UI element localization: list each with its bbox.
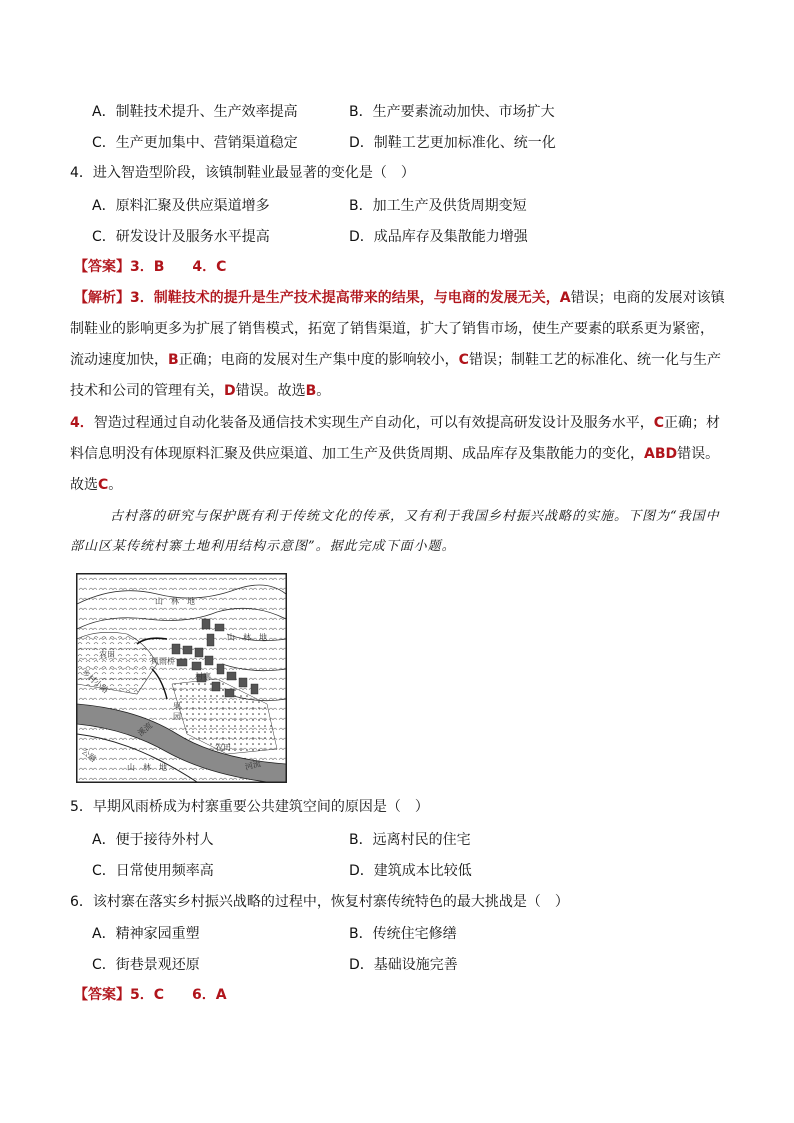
map-label-forest-bottom: 山 林 地: [127, 763, 167, 772]
analysis-3-line-4: [70, 381, 330, 401]
q4-option-c: C．研发设计及服务水平提高: [92, 229, 270, 245]
analysis-3-text-4c: 错误。故选: [235, 383, 306, 399]
q3-option-a: A．制鞋技术提升、生产效率提高: [92, 104, 298, 120]
q5-option-d: D．建筑成本比较低: [349, 863, 472, 879]
analysis-4-option-c: C: [653, 415, 665, 431]
analysis-4-text-2a: 料信息明没有体现原料汇聚及供应渠道、加工生产及供货周期、成品库存及集散能力的变化，: [70, 446, 644, 462]
analysis-3-text-1b: 错误；电商的发展对该镇: [570, 290, 725, 306]
q4-option-a: A．原料汇聚及供应渠道增多: [92, 198, 270, 214]
q4-option-b: B．加工生产及供货周期变短: [349, 198, 527, 214]
analysis-4-text-3a: 故选: [70, 477, 98, 493]
analysis-3-option-d: D: [224, 383, 236, 399]
q5-option-c: C．日常使用频率高: [92, 863, 214, 879]
answer-value-2: 5．C 6．A: [130, 987, 227, 1003]
analysis-3-text-3c: 正确；电商的发展对生产集中度的影响较小，: [178, 352, 459, 368]
analysis-3-answer-b: B: [305, 383, 317, 399]
analysis-4-text-1a: 智造过程通过自动化装备及通信技术实现生产自动化，可以有效提高研发设计及服务水平，: [93, 415, 654, 431]
analysis-3-text-4e: 。: [316, 383, 331, 399]
analysis-3-text-3a: 流动速度加快，: [70, 352, 168, 368]
map-label-farmland-right: 农田: [215, 743, 231, 752]
analysis-4-line-1: [70, 413, 720, 433]
analysis-4-options-abd: ABD: [644, 446, 678, 462]
analysis-3-option-c: C: [458, 352, 469, 368]
map-label-bridge: 风雨桥: [151, 657, 175, 666]
q3-option-d: D．制鞋工艺更加标准化、统一化: [349, 135, 556, 151]
analysis-4-line-2: [70, 444, 719, 464]
q5-option-a: A．便于接待外村人: [92, 832, 214, 848]
q6-stem: 6．该村寨在落实乡村振兴战略的过程中，恢复村寨传统特色的最大挑战是（ ）: [70, 894, 569, 910]
answer-block-2: [74, 985, 227, 1005]
village-land-use-map: [76, 573, 287, 783]
map-label-road: 公路: [79, 746, 99, 765]
map-label-forest-top: 山 林 地: [155, 597, 195, 606]
map-label-stream: 溪流: [135, 720, 155, 739]
analysis-3-text-4a: 技术和公司的管理有关，: [70, 383, 224, 399]
map-label-path: 乡村小路: [79, 667, 111, 696]
analysis-4-text-3c: 。: [108, 477, 123, 493]
map-label-forest-right: 山 林 地: [227, 633, 267, 642]
map-label-farmland-left: 农田: [99, 650, 115, 659]
answer-block-1: [74, 257, 226, 277]
analysis-3-text-3e: 错误；制鞋工艺的标准化、统一化与生产: [468, 352, 721, 368]
analysis-3-line-2: 制鞋业的影响更多为扩展了销售模式，拓宽了销售渠道，扩大了销售市场，使生产要素的联系更为紧密，: [70, 321, 714, 337]
analysis-4-answer-c: C: [98, 477, 109, 493]
q5-stem: 5．早期风雨桥成为村寨重要公共建筑空间的原因是（ ）: [70, 799, 429, 815]
analysis-tag: 【解析】: [74, 290, 130, 306]
q3-option-b: B．生产要素流动加快、市场扩大: [349, 104, 555, 120]
analysis-4-text-2c: 错误。: [677, 446, 720, 462]
map-label-river: 河流: [244, 759, 262, 772]
map-label-orchard: 果 园: [173, 702, 181, 721]
q6-option-a: A．精神家园重塑: [92, 926, 200, 942]
material-intro: 古村落的研究与保护既有利于传统文化的传承，又有利于我国乡村振兴战略的实施。下图为“我国中部山区某传统村寨土地利用结构示意图”。据此完成下面小题。: [70, 509, 720, 554]
q6-option-d: D．基础设施完善: [349, 957, 458, 973]
answer-value: 3．B 4．C: [130, 259, 227, 275]
q3-option-c: C．生产更加集中、营销渠道稳定: [92, 135, 298, 151]
answer-tag-2: 【答案】: [74, 987, 130, 1003]
q6-option-b: B．传统住宅修缮: [349, 926, 457, 942]
q4-stem: 4．进入智造型阶段，该镇制鞋业最显著的变化是（ ）: [70, 165, 415, 181]
analysis-4-line-3: [70, 475, 122, 495]
answer-tag: 【答案】: [74, 259, 130, 275]
q4-option-d: D．成品库存及集散能力增强: [349, 229, 528, 245]
q6-option-c: C．街巷景观还原: [92, 957, 200, 973]
analysis-3-line-3: [70, 350, 721, 370]
analysis-3-option-b: B: [168, 352, 179, 368]
q5-option-b: B．远离村民的住宅: [349, 832, 471, 848]
analysis-3-option-a: A: [559, 290, 571, 306]
map-label-village: 村寨: [195, 672, 211, 681]
analysis-4-text-1c: 正确；材: [664, 415, 721, 431]
analysis-3-line-1: [74, 288, 725, 308]
analysis-4-number: 4．: [70, 415, 94, 431]
analysis-3-text-1: 3．制鞋技术的提升是生产技术提高带来的结果，与电商的发展无关，: [130, 290, 560, 306]
